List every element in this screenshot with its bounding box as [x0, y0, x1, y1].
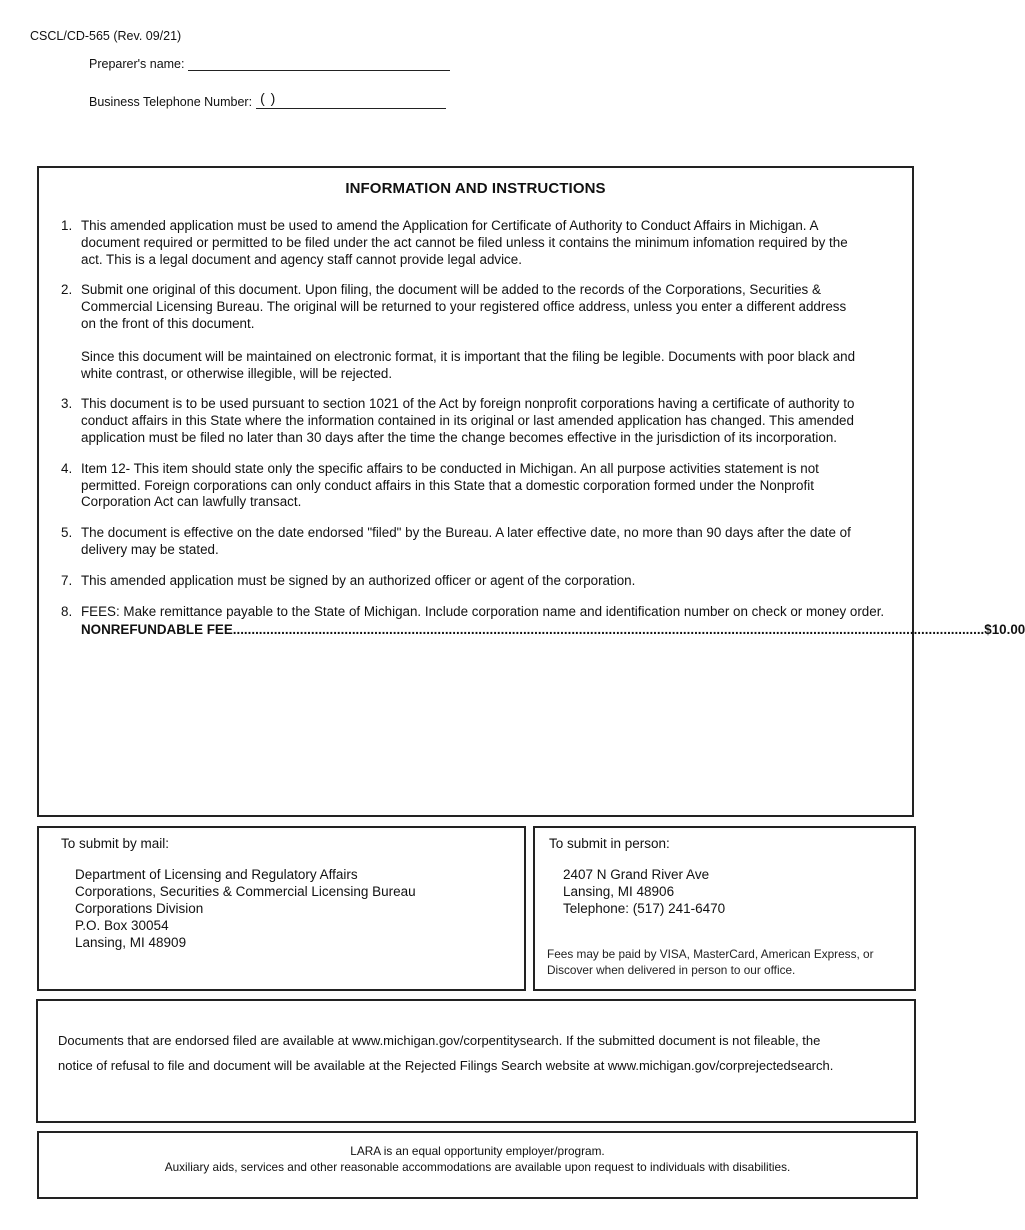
item-number: 3. — [61, 396, 73, 412]
instructions-title: INFORMATION AND INSTRUCTIONS — [345, 180, 606, 197]
item-number: 7. — [61, 572, 73, 588]
mail-address-line: Corporations Division — [75, 901, 204, 916]
item-text: This amended application must be used to amend the Application for Certificate of Authority to Conduct Affairs in Michigan. A document required or permitted to be filed under the act cannot be filed unless it contains the minimum infomation required by the act. This is a legal document and agency staff cannot provide legal advice. — [81, 218, 848, 267]
fee-leader-dots: .......................................................................................................................................................................................................... — [232, 622, 985, 638]
area-code-parens: ( ) — [260, 90, 277, 106]
business-phone-input-line[interactable] — [256, 90, 446, 109]
person-address-line: Lansing, MI 48906 — [563, 884, 675, 899]
submit-by-mail-title: To submit by mail: — [61, 836, 170, 851]
item-number: 5. — [61, 525, 73, 541]
fee-amount: $10.00 — [984, 622, 1025, 638]
footer-line-2: Auxiliary aids, services and other reasonable accommodations are available upon request to individuals with disabilities. — [164, 1159, 791, 1174]
item-text: This document is to be used pursuant to section 1021 of the Act by foreign nonprofit corporations having a certificate of authority to conduct affairs in this State where the information contained in its original or last amended application has changed. This amended application must be filed no later than 30 days after the time the change becomes effective in the jurisdiction of its incorporation. — [81, 396, 855, 445]
footer-line-1: LARA is an equal opportunity employer/program. — [350, 1144, 605, 1158]
instructions-list — [61, 218, 1025, 653]
item-text: Since this document will be maintained on electronic format, it is important that the filing be legible. Documents with poor black and white contrast, or otherwise illegible, will be rejected. — [81, 348, 856, 381]
form-code: CSCL/CD-565 (Rev. 09/21) — [30, 29, 182, 43]
preparer-name-input-line[interactable] — [188, 56, 450, 71]
instruction-item — [61, 282, 861, 382]
mail-address-line: P.O. Box 30054 — [75, 918, 169, 933]
submit-by-mail-box — [37, 826, 526, 991]
item-number: 8. — [61, 603, 73, 619]
mail-address — [75, 866, 416, 951]
item-text: Item 12- This item should state only the specific affairs to be conducted in Michigan. An all purpose activities statement is not permitted. Foreign corporations can only conduct affairs in this State that a domestic corporation formed under the Nonprofit Corporation Act can lawfully transact. — [81, 460, 819, 510]
instructions-box — [37, 166, 1025, 817]
person-address-line: 2407 N Grand River Ave — [563, 867, 710, 882]
item-text: Submit one original of this document. Upon filing, the document will be added to the records of the Corporations, Securities & Commercial Licensing Bureau. The original will be returned to your registered office address, unless you enter a different address on the front of this document. — [81, 282, 847, 331]
mail-address-line: Lansing, MI 48909 — [75, 935, 187, 950]
item-text: The document is effective on the date endorsed "filed" by the Bureau. A later effective date, no more than 90 days after the date of delivery may be stated. — [81, 525, 851, 557]
nonrefundable-fee-line — [81, 622, 1025, 639]
payment-methods-note: Fees may be paid by VISA, MasterCard, American Express, or Discover when delivered in person to our office. — [547, 947, 874, 977]
mail-address-line: Corporations, Securities & Commercial Licensing Bureau — [75, 884, 416, 899]
submit-in-person-title: To submit in person: — [549, 836, 670, 851]
fee-label: NONREFUNDABLE FEE — [81, 622, 233, 638]
item-number: 2. — [61, 282, 73, 298]
documents-availability-text: Documents that are endorsed filed are available at www.michigan.gov/corpentitysearch. If the submitted document is not fileable, the notice of refusal to file and document will be available at the Rejected Filings Search website at www.michigan.gov/corprejectedsearch. — [58, 1033, 834, 1073]
equal-opportunity-footer — [37, 1131, 918, 1199]
submit-in-person-box — [533, 826, 916, 991]
instruction-item — [61, 525, 861, 559]
business-phone-label: Business Telephone Number: — [89, 95, 253, 109]
person-address — [563, 866, 725, 917]
preparer-name-field[interactable] — [89, 56, 450, 71]
instruction-item — [61, 603, 1025, 640]
business-phone-field[interactable] — [89, 90, 446, 109]
item-text: FEES: Make remittance payable to the State of Michigan. Include corporation name and identification number on check or money order. — [81, 603, 885, 619]
instruction-item — [61, 396, 861, 446]
instruction-item — [61, 573, 861, 590]
instruction-item — [61, 218, 861, 268]
item-number: 1. — [61, 218, 73, 233]
person-telephone: Telephone: (517) 241-6470 — [563, 901, 726, 916]
item-number: 4. — [61, 460, 73, 476]
item-text: This amended application must be signed by an authorized officer or agent of the corporation. — [81, 572, 636, 588]
instruction-item — [61, 461, 861, 511]
preparer-name-label: Preparer's name: — [89, 57, 185, 71]
mail-address-line: Department of Licensing and Regulatory Affairs — [75, 867, 358, 882]
documents-availability-box — [36, 999, 916, 1123]
